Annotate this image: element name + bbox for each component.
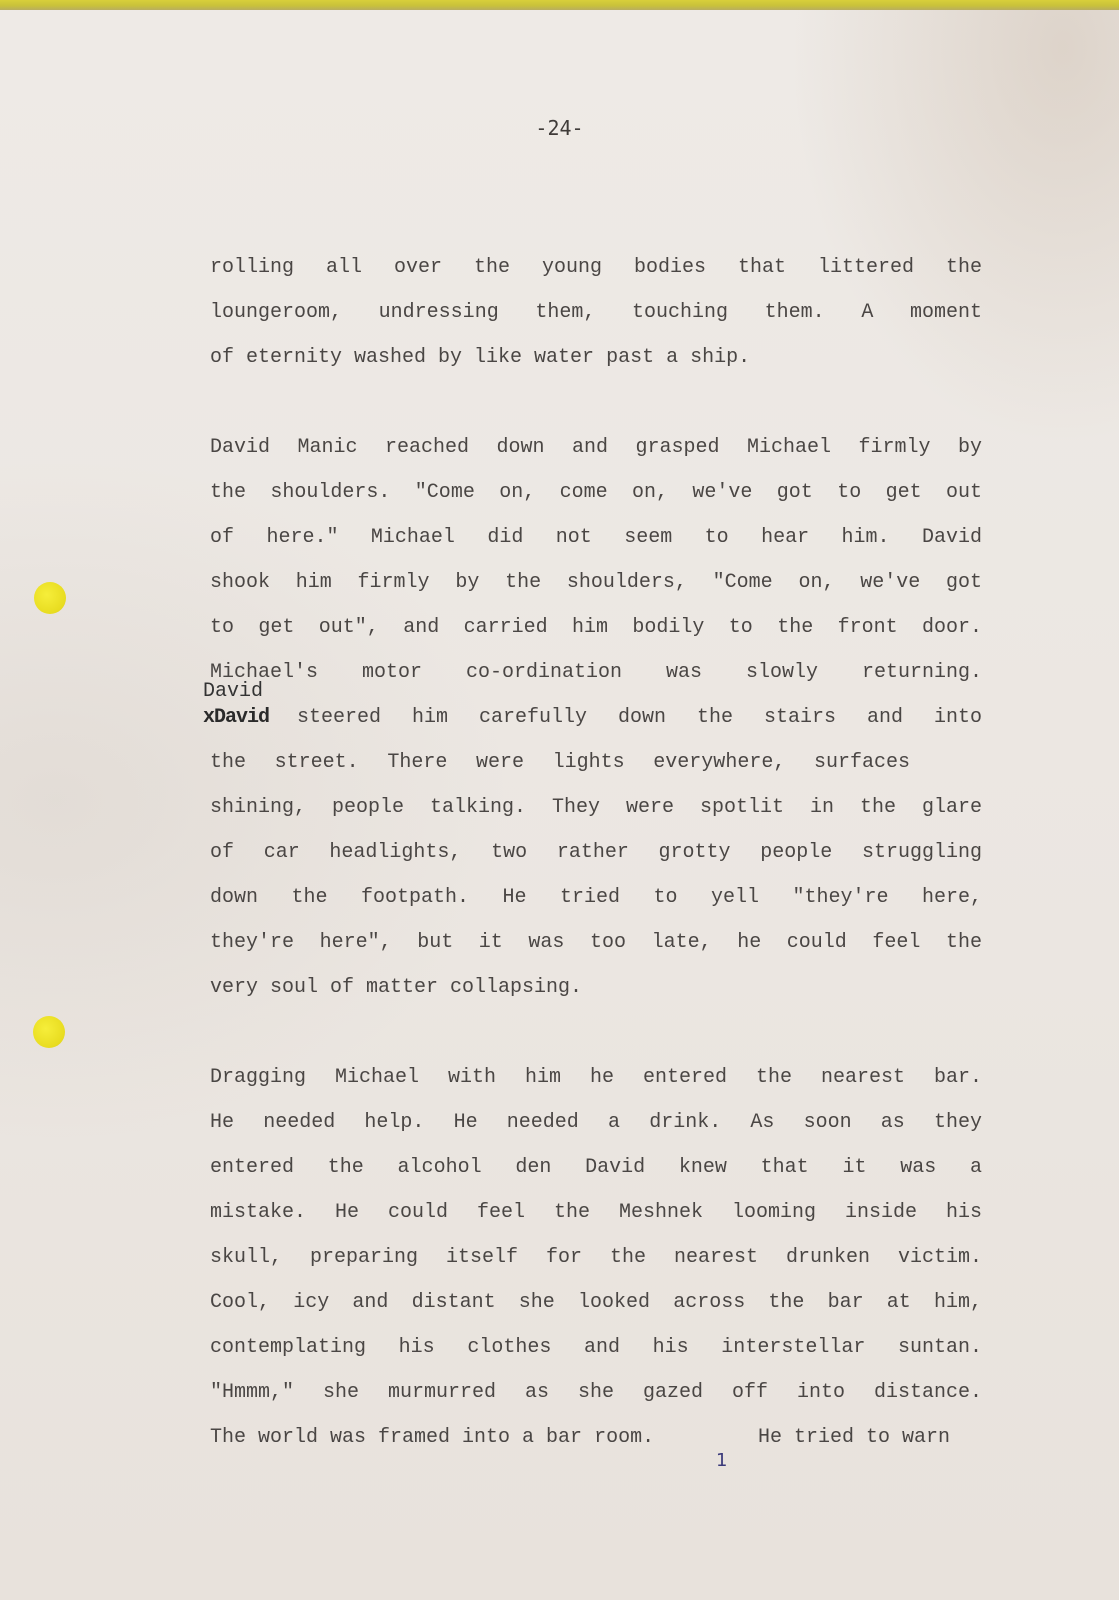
text-line: contemplating his clothes and his interstellar suntan. [210, 1336, 982, 1359]
text-line: shook him firmly by the shoulders, "Come on, we've got [210, 571, 982, 594]
text-line: Michael's motor co-ordination was slowly returning. [210, 661, 982, 684]
yellow-folder-edge [0, 0, 1119, 10]
typed-insertion: David [203, 680, 264, 703]
text-line: steered him carefully down the stairs and into [297, 706, 982, 729]
punch-hole-reinforcement [34, 582, 66, 614]
text-line: shining, people talking. They were spotlit in the glare [210, 796, 982, 819]
text-line: of car headlights, two rather grotty people struggling [210, 841, 982, 864]
punch-hole-reinforcement [33, 1016, 65, 1048]
text-line: entered the alcohol den David knew that it was a [210, 1156, 982, 1179]
text-line: Cool, icy and distant she looked across the bar at him, [210, 1291, 982, 1314]
text-line: of eternity washed by like water past a ship. [210, 346, 751, 369]
text-line: the shoulders. "Come on, come on, we've got to get out [210, 481, 982, 504]
text-line: loungeroom, undressing them, touching them. A moment [210, 301, 982, 324]
page-number: -24- [535, 116, 584, 140]
text-line: mistake. He could feel the Meshnek looming inside his [210, 1201, 982, 1224]
text-line: The world was framed into a bar room. [210, 1426, 655, 1449]
text-line: "Hmmm," she murmurred as she gazed off into distance. [210, 1381, 982, 1404]
text-line: down the footpath. He tried to yell "they're here, [210, 886, 982, 909]
text-line: rolling all over the young bodies that littered the [210, 256, 982, 279]
text-line: He tried to warn [758, 1426, 951, 1449]
text-line: the street. There were lights everywhere, surfaces [210, 751, 910, 774]
text-line: Dragging Michael with him he entered the nearest bar. [210, 1066, 982, 1089]
text-line: He needed help. He needed a drink. As soon as they [210, 1111, 982, 1134]
text-line: David Manic reached down and grasped Michael firmly by [210, 436, 982, 459]
text-line: they're here", but it was too late, he could feel the [210, 931, 982, 954]
text-line: of here." Michael did not seem to hear him. David [210, 526, 982, 549]
text-line: to get out", and carried him bodily to the front door. [210, 616, 982, 639]
text-line: very soul of matter collapsing. [210, 976, 583, 999]
pen-mark: 1 [716, 1450, 728, 1471]
text-line: skull, preparing itself for the nearest drunken victim. [210, 1246, 982, 1269]
struck-through-word: xDavid [203, 706, 270, 729]
